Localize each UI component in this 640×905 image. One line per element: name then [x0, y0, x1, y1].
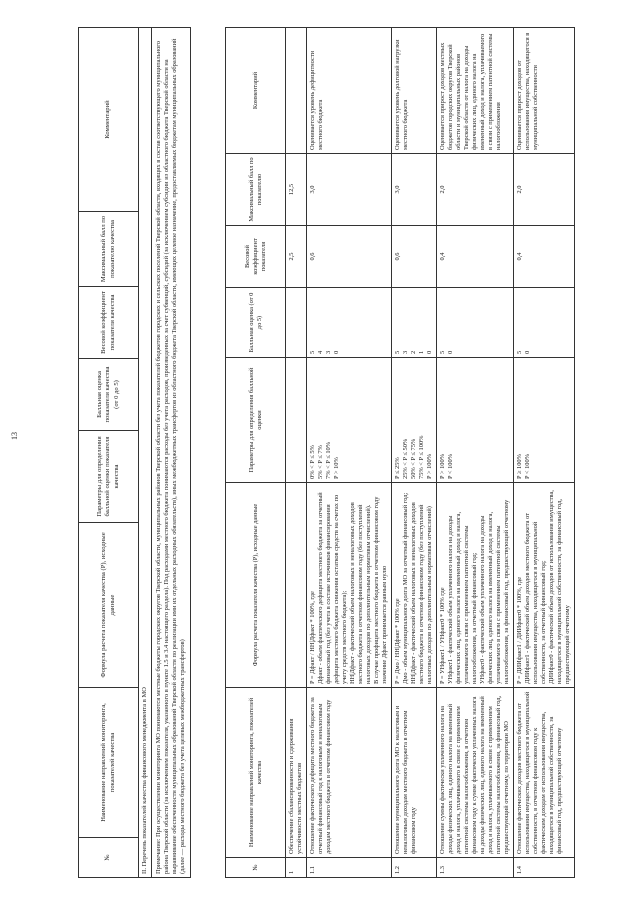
table-row [514, 28, 575, 878]
header-score: Балльная оценка (от 0 до 5) [226, 288, 286, 358]
row-params [392, 358, 437, 483]
group-max: 12,5 [286, 154, 307, 226]
header-num: № [79, 838, 139, 878]
row-name: Отношение суммы фактически уплаченного налога на доходы физических лиц, единого налога на вмененный доход и налога, уплачиваемого в связи с применением патентной системы налогообложения, в отчетном финансовом году к сумме фактически уплаченных налога на доходы физических лиц, единого налога на вмененный доход и налога, уплачиваемого в связи с применением патентной системы налогообложения, за финансовый год, предшествующий отчетному, по территории МО [437, 688, 514, 858]
group-row [286, 28, 307, 878]
row-formula [437, 483, 514, 688]
row-formula [307, 483, 392, 688]
table-row [307, 28, 392, 878]
row-name: Отношение муниципального долга МО к налоговым и неналоговым доходам местного бюджета в отчетном финансовом году [392, 688, 437, 858]
row-score [514, 288, 575, 358]
row-name: Отношение фактического дефицита местного бюджета за отчетный финансовый год к налоговым и неналоговым доходам местного бюджета в отчетном финансовом году [307, 688, 392, 858]
score-text: 5 0 [516, 350, 532, 354]
score-text: 5 4 3 0 [309, 350, 341, 354]
main-table-header [226, 28, 286, 878]
table-row [392, 28, 437, 878]
row-formula [514, 483, 575, 688]
header-weight: Весовой коэффициент показателя [226, 226, 286, 288]
header-weight: Весовой коэффициент показателя качества [79, 287, 139, 359]
header-name: Наименование направлений мониторинга, показателей качества [226, 688, 286, 858]
header-comment: Комментарий [226, 28, 286, 154]
section-row [139, 28, 152, 878]
section-title: II. Перечень показателей качества финансового менеджмента в МО [139, 28, 152, 878]
formula-text: P = ДИИфакт1 / ДИИфакт0 * 100%, где ДИИфакт1 - фактический объем доходов местного бюджета от использования имущества, находящегося в муниципальной собственности, за отчетный финансовый год; ДИИфакт0 - фактический объем доходов от использования имущества, находящегося в муниципальной собственности, за финансовый год, предшествующий отчетному [516, 490, 572, 684]
header-num: № [226, 858, 286, 878]
group-name: Обеспечение сбалансированности и сдерживания устойчивости местных бюджетов [286, 688, 307, 858]
header-score: Балльная оценка показателя качества (от 0 до 5) [79, 359, 139, 431]
row-weight: 0,4 [514, 226, 575, 288]
row-score [392, 288, 437, 358]
formula-text: P = УНфакт1 / УНфакт0 * 100% где УНфакт1 - фактический объем уплаченного налога на доходы физических лиц, единого налога на вмененный доход и налога, уплачиваемого в связи с применением патентной системы налогообложения, за отчетный финансовый год; УНфакт0 - фактический объем уплаченного налога на доходы физических лиц, единого налога на вмененный доход и налога, уплачиваемого в связи с применением патентной системы налогообложения, за финансовый год, предшествующий отчетному [439, 499, 511, 684]
top-table [78, 27, 191, 878]
row-max: 3,0 [307, 154, 392, 226]
row-max: 2,0 [437, 154, 514, 226]
score-text: 5 3 2 1 0 [394, 350, 434, 354]
row-weight: 0,6 [392, 226, 437, 288]
row-comment: Оценивается уровень долговой нагрузки местного бюджета [392, 28, 437, 154]
row-num: 1.1 [307, 858, 392, 878]
group-weight: 2,5 [286, 226, 307, 288]
formula-text: P = Дфакт / НН|Дфакт * 100%, где Дфакт - объем фактического дефицита местного бюджета за отчетный финансовый год (без учета в составе источников финансирования дефицита местного бюджета снижения остатков средств на счетах по учету средств местного бюджета); НН|Дфакт - фактический объем налоговых и неналоговых доходов местного бюджета в отчетном финансовом году (без поступлений налоговых доходов по дополнительным нормативам отчислений). В случае профицита местного бюджета в отчетном финансовом году значение Дфакт принимается равным нулю [309, 492, 389, 684]
row-params [307, 358, 392, 483]
row-comment: Оценивается прирост доходов местных бюджетов городских округов Тверской области и муниципальных районов Тверской области от налога на доходы физических лиц, единого налога на вмененный доход и налога, уплачиваемого в связи с применением патентной системы налогообложения [437, 28, 514, 154]
header-max: Максимальный балл по показателю [226, 154, 286, 226]
header-params: Параметры для определения балльной оценки [226, 358, 286, 483]
page-number: 13 [10, 432, 19, 440]
table-gap [191, 28, 225, 878]
row-comment: Оценивается уровень дефицитности местного бюджета [307, 28, 392, 154]
table-row [437, 28, 514, 878]
row-comment: Оценивается прирост доходов от использования имущества, находящегося в муниципальной собственности [514, 28, 575, 154]
main-table [225, 27, 575, 878]
header-name: Наименование направлений мониторинга, показателей качества [79, 688, 139, 838]
row-weight: 0,4 [437, 226, 514, 288]
row-params [514, 358, 575, 483]
row-max: 2,0 [514, 154, 575, 226]
row-name: Отношение фактических доходов местного бюджета от использования имущества, находящегося в муниципальной собственности, в отчетном финансовом году к фактическим доходам от использования имущества, находящегося в муниципальной собственности, за финансовый год, предшествующий отчетному [514, 688, 575, 858]
row-params [437, 358, 514, 483]
params-text: P ≤ 25% 25% < P ≤ 50% 50% < P ≤ 75% 75% < P ≤ 100% P > 100% [394, 435, 434, 479]
row-weight: 0,6 [307, 226, 392, 288]
note-text: Примечание: При осуществлении мониторинга МО понимаются местные бюджеты городских округов Тверской области, муниципальных районов Тверской области без учета показателей бюджетов городских и сельских поселений Тверской области, входящих в состав соответствующего муниципального района Тверской области (за исключением показателя, указанного в пункте 1.5 и 3.4 настоящего раздела). Под расходами местного бюджета понимаются расходы без учета расходов, произведенных за счет субвенций, субсидий (за исключением субсидии из областного бюджета Тверской области на выравнивание обеспеченности муниципальных образований Тверской области по реализации ими их отдельных расходных обязательств), иных межбюджетных трансфертов из областного бюджета Тверской области, имеющих целевое назначение, предоставляемых бюджетам муниципальных образований (далее — расходы местного бюджета без учета целевых межбюджетных трансфертов) [152, 28, 191, 878]
group-num: 1 [286, 858, 307, 878]
header-formula: Формула расчета показателя качества (Р), исходные данные [79, 523, 139, 688]
row-num: 1.3 [437, 858, 514, 878]
header-max: Максимальный балл по показателю качества [79, 212, 139, 287]
row-score [307, 288, 392, 358]
params-text: 0% < P ≤ 5% 5% < P ≤ 7% 7% < P ≤ 10% P > 10% [309, 441, 341, 479]
row-max: 3,0 [392, 154, 437, 226]
header-params: Параметры для определения балльной оценки показателя качества [79, 431, 139, 523]
row-num: 1.2 [392, 858, 437, 878]
header-comment: Комментарий [79, 28, 139, 212]
score-text: 5 0 [439, 350, 455, 354]
row-formula [392, 483, 437, 688]
note-row [152, 28, 191, 878]
params-text: P > 100% P < 100% [439, 453, 455, 479]
row-score [437, 288, 514, 358]
rotated-page [78, 28, 630, 878]
row-num: 1.4 [514, 858, 575, 878]
top-table-header [79, 28, 139, 878]
formula-text: P = Дмо / НН|Дфакт * 100% где Дмо - объем муниципального долга МО за отчетный финансовый год; НН|Дфакт - фактический объем налоговых и неналоговых доходов местного бюджета в отчетном финансовом году (без поступлений налоговых доходов по дополнительным нормативам отчислений) [394, 492, 434, 684]
params-text: P ≥ 100% P < 100% [516, 453, 532, 479]
header-formula: Формула расчета показателя качества (Р), исходные данные [226, 483, 286, 688]
